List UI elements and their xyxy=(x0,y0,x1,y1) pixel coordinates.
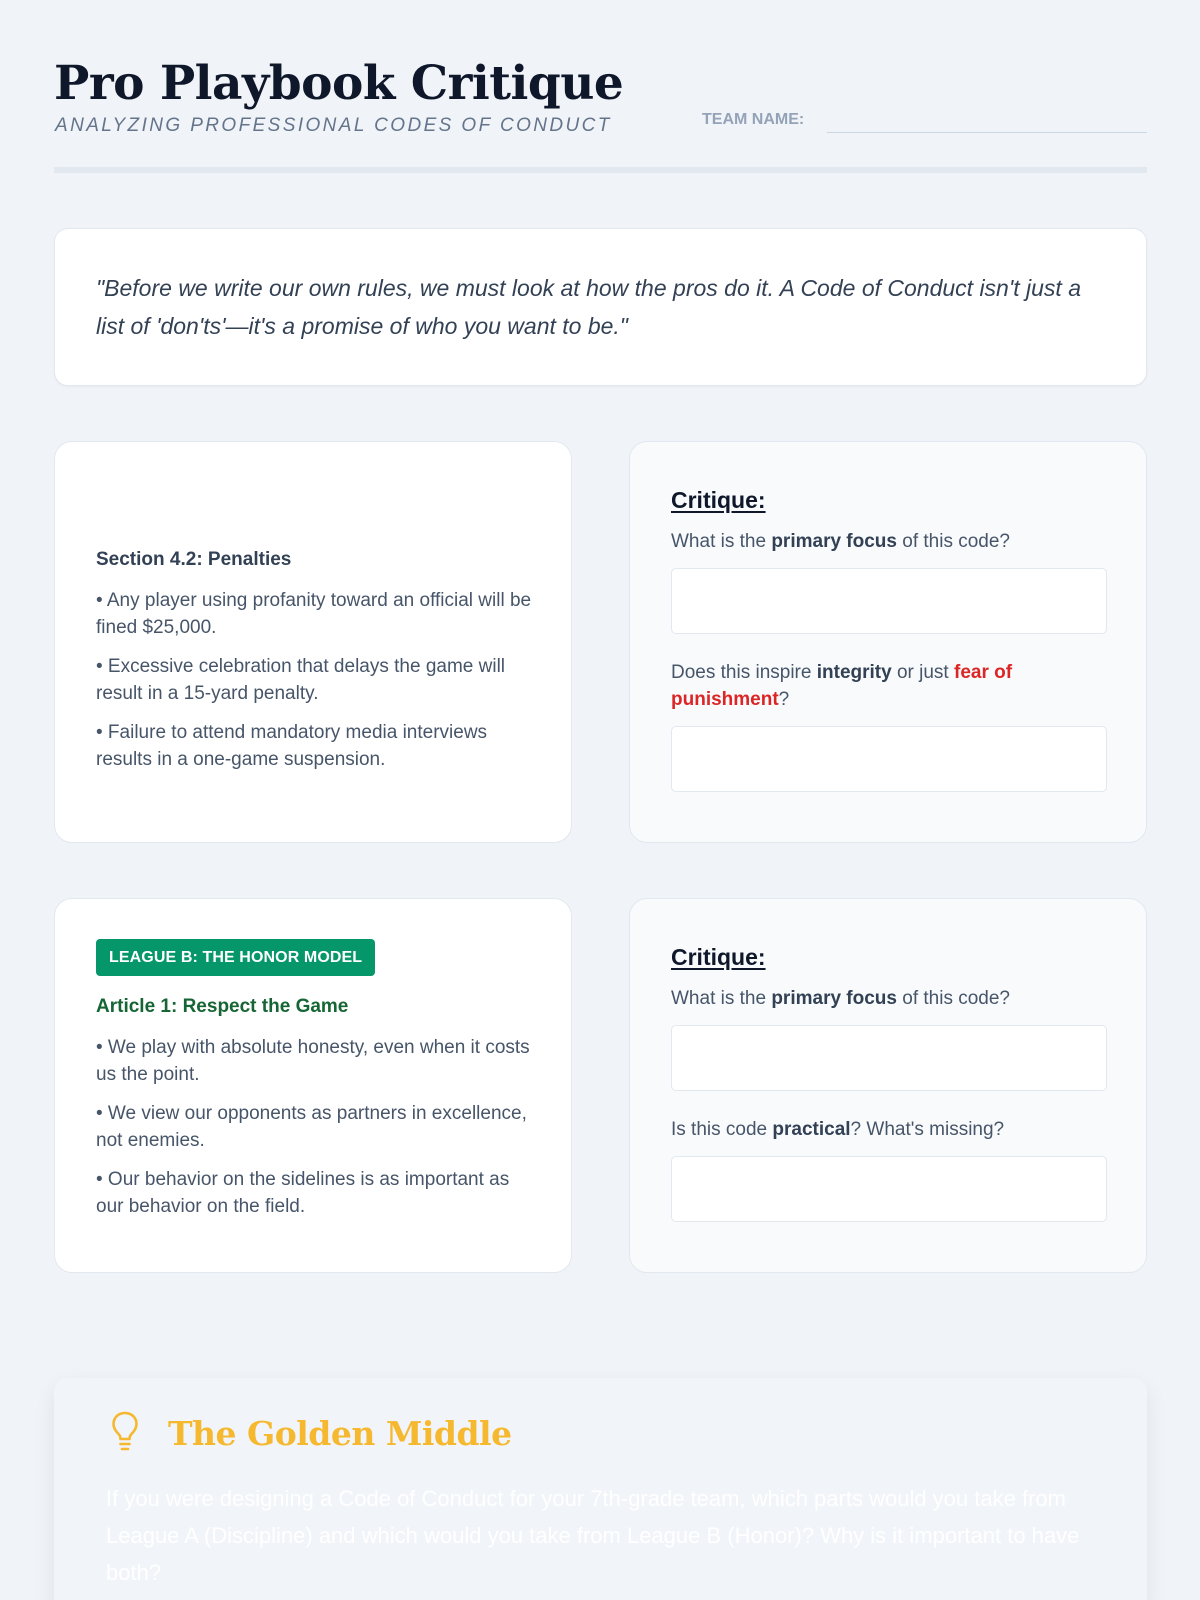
team-name-label: TEAM NAME: xyxy=(702,111,805,128)
critique-b-question-2: Is this code practical? What's missing? xyxy=(671,1119,1005,1140)
intro-quote: "Before we write our own rules, we must look at how the pros do it. A Code of Conduct isn't just a list of 'don'ts'—it's a promise of who you want to be." xyxy=(96,275,1081,339)
league-b-code-card xyxy=(54,898,572,1273)
league-a-code-card xyxy=(54,441,572,843)
league-a-section-heading: Section 4.2: Penalties xyxy=(96,549,292,570)
critique-a-content xyxy=(671,487,1107,792)
golden-middle-section xyxy=(54,1378,1147,1600)
critique-b-question-1: What is the primary focus of this code? xyxy=(671,988,1011,1009)
page-subtitle: ANALYZING PROFESSIONAL CODES OF CONDUCT xyxy=(55,115,612,136)
league-b-rule: • We view our opponents as partners in excellence, not enemies. xyxy=(96,1103,527,1151)
league-a-content xyxy=(96,549,532,773)
league-b-badge: LEAGUE B: THE HONOR MODEL xyxy=(96,939,375,976)
critique-b-answer-2[interactable] xyxy=(671,1156,1107,1222)
critique-a-question-1: What is the primary focus of this code? xyxy=(671,531,1011,552)
critique-b-content xyxy=(671,944,1107,1222)
team-name-field[interactable] xyxy=(827,132,1147,133)
worksheet-page xyxy=(54,0,1147,1585)
critique-b-answer-1[interactable] xyxy=(671,1025,1107,1091)
league-b-rule: • Our behavior on the sidelines is as important as our behavior on the field. xyxy=(96,1169,510,1217)
critique-a-answer-2[interactable] xyxy=(671,726,1107,792)
critique-title: Critique: xyxy=(671,944,766,970)
golden-middle-prompt: If you were designing a Code of Conduct for your 7th-grade team, which parts would you take from League A (Discipline) and which would you take from League B (Honor)? Why is it important to have both? xyxy=(106,1486,1080,1585)
lightbulb-icon xyxy=(110,1410,140,1452)
golden-middle-title: The Golden Middle xyxy=(168,1414,512,1453)
league-b-article-heading: Article 1: Respect the Game xyxy=(96,996,349,1017)
league-a-rule: • Any player using profanity toward an official will be fined $25,000. xyxy=(96,590,532,638)
intro-quote-card xyxy=(54,228,1147,386)
league-b-rule: • We play with absolute honesty, even when it costs us the point. xyxy=(96,1037,530,1085)
critique-title: Critique: xyxy=(671,487,766,513)
critique-a-answer-1[interactable] xyxy=(671,568,1107,634)
critique-a-question-2: Does this inspire integrity or just fear of punishment? xyxy=(671,662,1013,710)
league-a-critique-card xyxy=(629,441,1147,843)
worksheet-header xyxy=(54,0,1147,174)
league-a-rule: • Excessive celebration that delays the game will result in a 15-yard penalty. xyxy=(96,656,506,704)
league-a-rule: • Failure to attend mandatory media interviews results in a one-game suspension. xyxy=(96,722,488,770)
header-divider xyxy=(54,167,1147,173)
league-b-critique-card xyxy=(629,898,1147,1273)
league-b-content xyxy=(96,939,532,1220)
page-title: Pro Playbook Critique xyxy=(54,56,624,111)
